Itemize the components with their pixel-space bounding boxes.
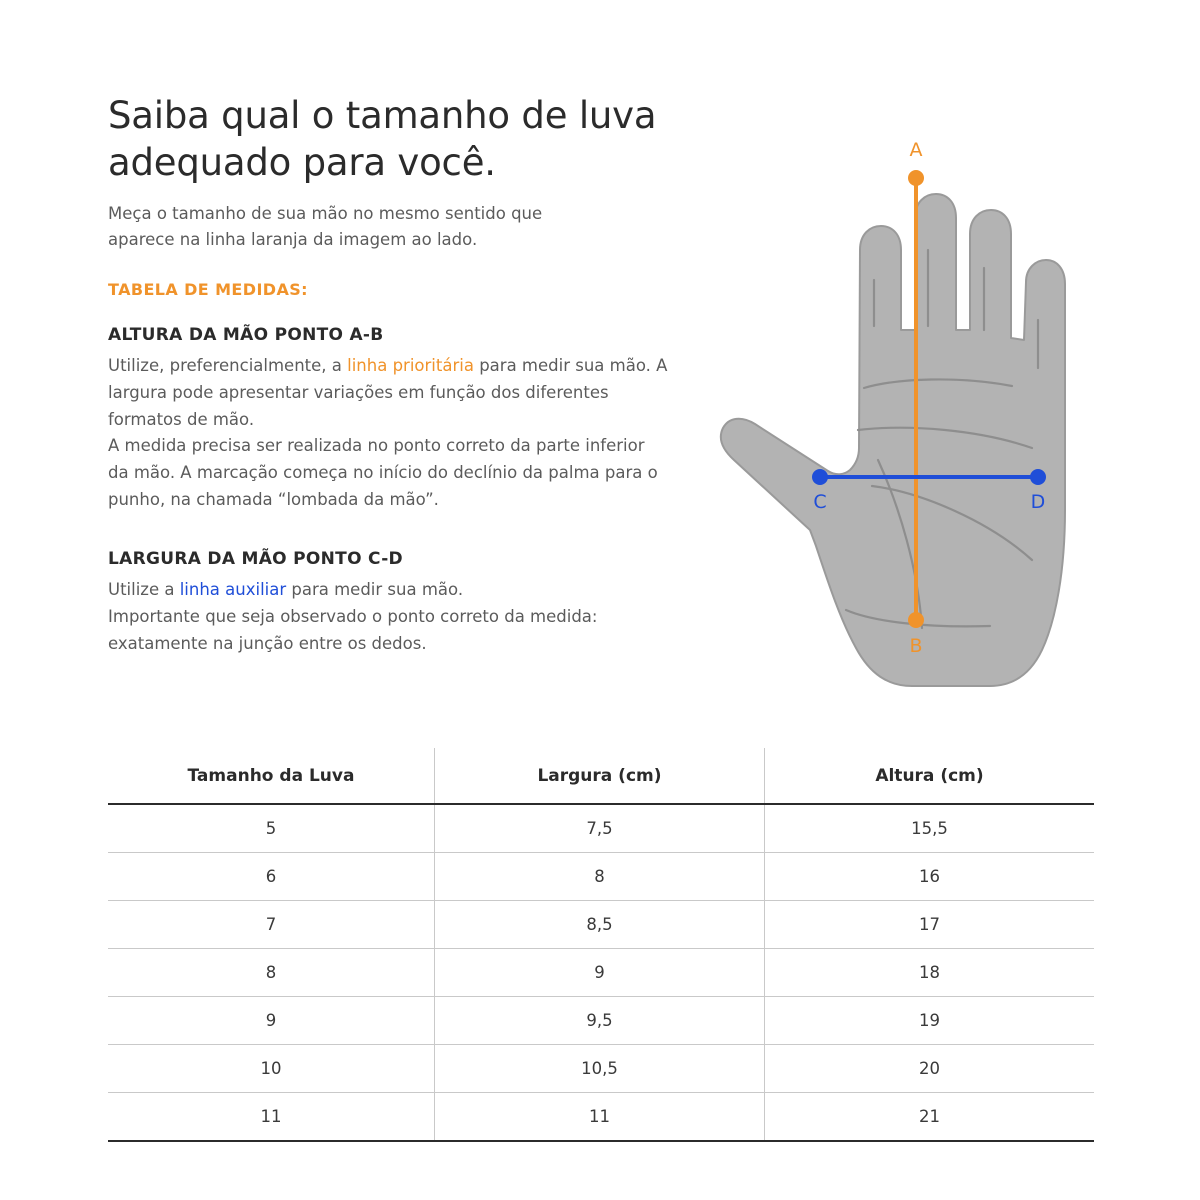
size-table: [108, 748, 1094, 1142]
measurements-kicker: TABELA DE MEDIDAS:: [108, 280, 308, 300]
cell-width: 8: [435, 853, 765, 901]
priority-line-link[interactable]: linha prioritária: [347, 356, 474, 376]
column-header-height: Altura (cm): [765, 748, 1095, 804]
cell-size: 8: [108, 949, 435, 997]
width-section-paragraph-2: Importante que seja observado o ponto correto da medida: exatamente na junção entre os dedos.: [108, 607, 598, 653]
text-column: [108, 92, 668, 680]
width-text-part-2: para medir sua mão.: [286, 580, 464, 600]
table-row: [108, 901, 1094, 949]
cell-size: 10: [108, 1045, 435, 1093]
point-a-marker: [908, 170, 924, 186]
cell-size: 9: [108, 997, 435, 1045]
cell-width: 10,5: [435, 1045, 765, 1093]
column-header-size: Tamanho da Luva: [108, 748, 435, 804]
height-section-heading: ALTURA DA MÃO PONTO A-B: [108, 325, 384, 346]
cell-height: 18: [765, 949, 1095, 997]
cell-width: 7,5: [435, 804, 765, 853]
table-row: [108, 1045, 1094, 1093]
table-header-row: [108, 748, 1094, 804]
intro-paragraph: Meça o tamanho de sua mão no mesmo sentido que aparece na linha laranja da imagem ao lado.: [108, 203, 543, 250]
height-section-paragraph-1: [108, 353, 668, 433]
cell-width: 8,5: [435, 901, 765, 949]
point-b-label: B: [909, 635, 923, 657]
height-section-paragraph-2: A medida precisa ser realizada no ponto correto da parte inferior da mão. A marcação começa no início do declínio da palma para o punho, na chamada “lombada da mão”.: [108, 436, 658, 509]
table-row: [108, 804, 1094, 853]
width-section-heading: LARGURA DA MÃO PONTO C-D: [108, 549, 403, 570]
section-spacer: [108, 535, 668, 549]
hand-silhouette: [721, 194, 1065, 686]
point-d-marker: [1030, 469, 1046, 485]
width-text-part-1: Utilize a: [108, 580, 180, 600]
height-text-part-2: para medir sua mão. A largura pode apresentar variações em função dos diferentes formatos de mão.: [108, 356, 668, 429]
point-c-label: C: [813, 491, 827, 513]
cell-size: 5: [108, 804, 435, 853]
table-header: [108, 748, 1094, 804]
size-table-wrapper: [108, 748, 1092, 1142]
cell-width: 9,5: [435, 997, 765, 1045]
cell-height: 16: [765, 853, 1095, 901]
cell-height: 17: [765, 901, 1095, 949]
cell-height: 19: [765, 997, 1095, 1045]
table-row: [108, 853, 1094, 901]
point-d-label: D: [1030, 491, 1046, 513]
cell-height: 21: [765, 1093, 1095, 1142]
cell-size: 6: [108, 853, 435, 901]
auxiliary-line-link[interactable]: linha auxiliar: [179, 580, 287, 600]
width-section-paragraph-1: [108, 577, 668, 604]
hand-measurement-illustration: [660, 130, 1130, 720]
table-row: [108, 949, 1094, 997]
cell-width: 9: [435, 949, 765, 997]
cell-height: 20: [765, 1045, 1095, 1093]
point-c-marker: [812, 469, 828, 485]
table-body: [108, 804, 1094, 1141]
height-text-part-1: Utilize, preferencialmente, a: [108, 356, 348, 376]
table-row: [108, 1093, 1094, 1142]
point-a-label: A: [909, 139, 923, 161]
page-title: Saiba qual o tamanho de luva adequado para você.: [108, 94, 657, 185]
column-header-width: Largura (cm): [435, 748, 765, 804]
cell-height: 15,5: [765, 804, 1095, 853]
cell-size: 11: [108, 1093, 435, 1142]
point-b-marker: [908, 612, 924, 628]
cell-width: 11: [435, 1093, 765, 1142]
table-row: [108, 997, 1094, 1045]
cell-size: 7: [108, 901, 435, 949]
